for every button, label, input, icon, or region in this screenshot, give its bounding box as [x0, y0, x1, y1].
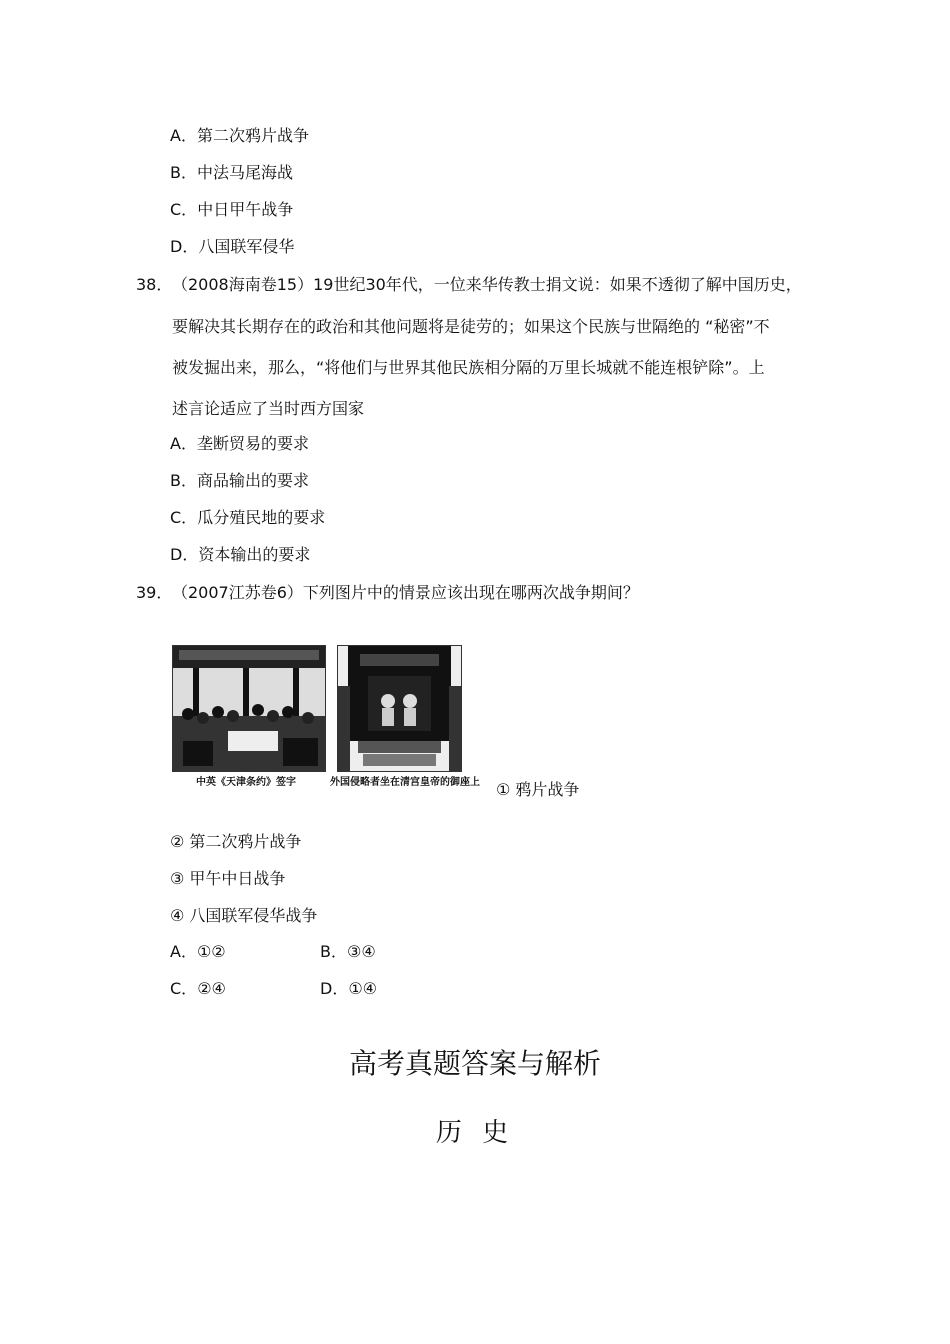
q39-item-1: ① 鸦片战争 [496, 780, 580, 799]
q39-option-d: D．①④ [320, 979, 378, 998]
q37-option-c: C．中日甲午战争 [170, 200, 294, 219]
q37-option-a: A．第二次鸦片战争 [170, 126, 309, 145]
q38-option-a: A．垄断贸易的要求 [170, 434, 309, 453]
q38-line-3: 被发掘出来，那么，“将他们与世界其他民族相分隔的万里长城就不能连根铲除”。上 [172, 358, 765, 377]
q37-option-b: B．中法马尾海战 [170, 163, 293, 182]
answers-heading: 高考真题答案与解析 [348, 1047, 601, 1080]
q38-option-d: D．资本输出的要求 [170, 545, 311, 564]
q39-item-2: ② 第二次鸦片战争 [170, 832, 302, 851]
q38-option-c: C．瓜分殖民地的要求 [170, 508, 326, 527]
q39-option-b: B．③④ [320, 942, 376, 961]
treaty-signing-image [173, 646, 325, 771]
q39-option-c: C．②④ [170, 979, 226, 998]
q38-line-4: 述言论适应了当时西方国家 [172, 399, 365, 418]
q39-item-4: ④ 八国联军侵华战争 [170, 906, 318, 925]
treaty-signing-photo [172, 645, 326, 772]
q38-number: 38． [136, 275, 173, 294]
q38-option-b: B．商品输出的要求 [170, 471, 309, 490]
throne-image [338, 646, 461, 771]
q39-item-3: ③ 甲午中日战争 [170, 869, 286, 888]
treaty-signing-caption: 中英《天津条约》签字 [196, 777, 296, 788]
q39-number: 39． [136, 583, 173, 602]
q38-line-2: 要解决其长期存在的政治和其他问题将是徒劳的；如果这个民族与世隔绝的 “秘密”不 [172, 317, 770, 336]
subject-heading: 历 史 [435, 1118, 515, 1148]
q39-option-a: A．①② [170, 942, 226, 961]
q37-option-d: D．八国联军侵华 [170, 237, 295, 256]
q39-text: （2007江苏卷6）下列图片中的情景应该出现在哪两次战争期间？ [172, 583, 639, 602]
throne-caption: 外国侵略者坐在清宫皇帝的御座上 [330, 777, 480, 788]
throne-photo [337, 645, 462, 772]
q38-line-1: （2008海南卷15）19世纪30年代，一位来华传教士捐文说：如果不透彻了解中国历史， [172, 275, 802, 294]
